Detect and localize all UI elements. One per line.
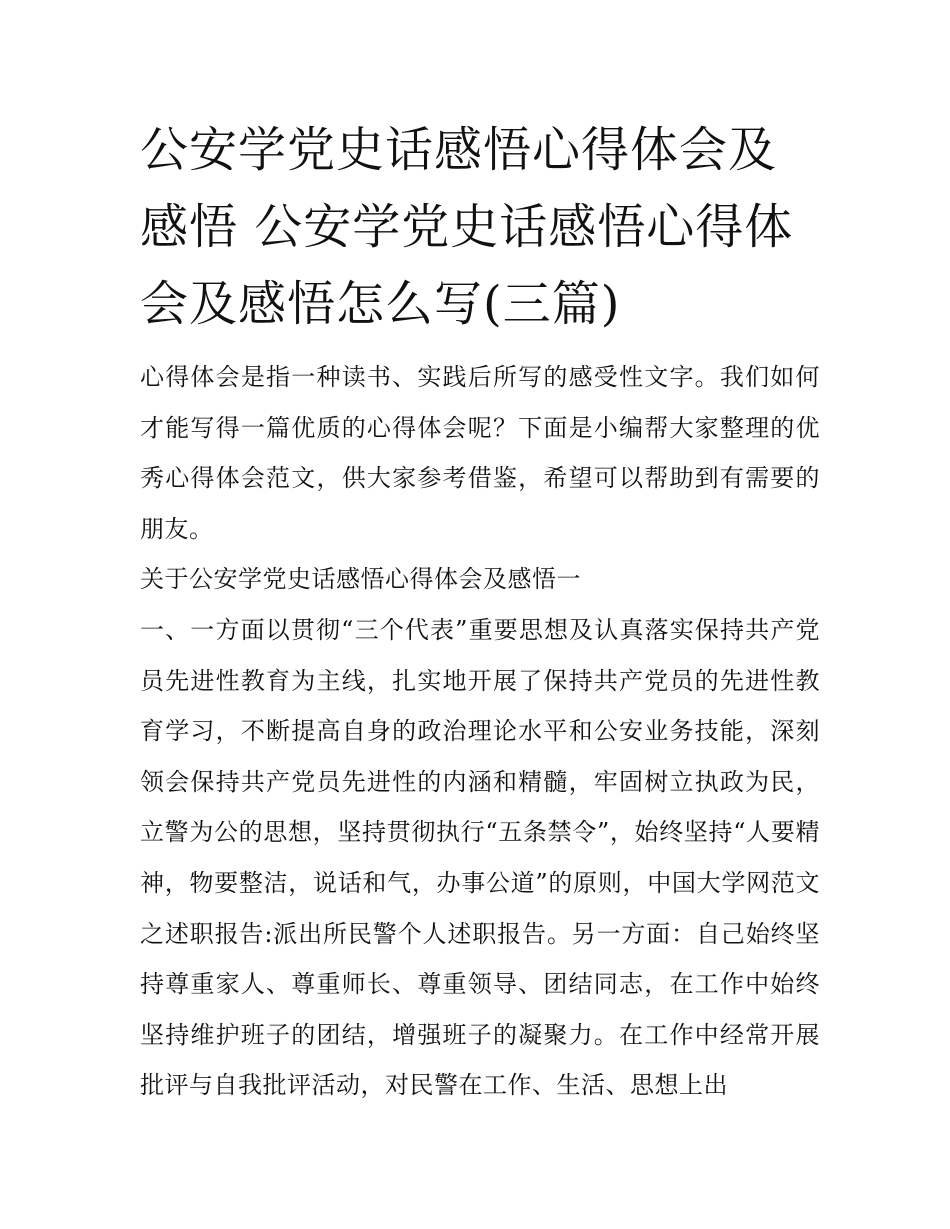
body-paragraph: 一、一方面以贯彻“三个代表”重要思想及认真落实保持共产党员先进性教育为主线，扎实地开展了保持共产党员的先进性教育学习，不断提高自身的政治理论水平和公安业务技能，深刻领会保持共产党员先进性的内涵和精髓，牢固树立执政为民，立警为公的思想，坚持贯彻执行“五条禁令”，始终坚持“人要精神，物要整洁，说话和气，办事公道”的原则，中国大学网范文之述职报告:派出所民警个人述职报告。另一方面：自己始终坚持尊重家人、尊重师长、尊重领导、团结同志，在工作中始终坚持维护班子的团结，增强班子的凝聚力。在工作中经常开展批评与自我批评活动，对民警在工作、生活、思想上出	[140, 615, 820, 1100]
intro-paragraph: 心得体会是指一种读书、实践后所写的感受性文字。我们如何才能写得一篇优质的心得体会呢？下面是小编帮大家整理的优秀心得体会范文，供大家参考借鉴，希望可以帮助到有需要的朋友。	[140, 363, 820, 543]
document-body	[140, 352, 820, 1111]
document-title: 公安学党史话感悟心得体会及感悟 公安学党史话感悟心得体会及感悟怎么写(三篇)	[140, 122, 794, 332]
section-heading: 关于公安学党史话感悟心得体会及感悟一	[140, 565, 581, 594]
